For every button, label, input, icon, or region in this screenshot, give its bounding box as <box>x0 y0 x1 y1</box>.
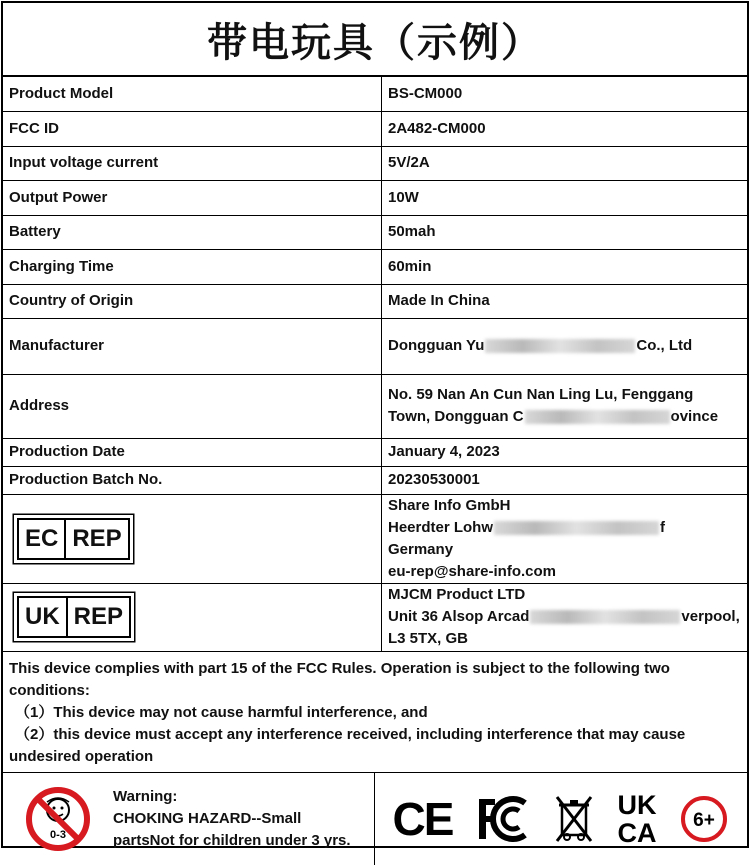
warning-cell <box>3 773 375 865</box>
address-line-1: No. 59 Nan An Cun Nan Ling Lu, Fenggang <box>388 386 694 403</box>
uk-rep-symbol <box>17 596 131 638</box>
redacted-text <box>485 339 635 353</box>
ec-rep-line-4: eu-rep@share-info.com <box>388 562 556 580</box>
uk-rep-line-1: MJCM Product LTD <box>388 586 526 603</box>
fcc-statement <box>3 652 747 773</box>
table-row <box>3 249 747 284</box>
table-row <box>3 146 747 180</box>
table-row <box>3 466 747 494</box>
age-6-plus-icon <box>679 794 729 844</box>
table-row <box>3 284 747 318</box>
ec-rep-line-2 <box>388 517 741 539</box>
table-row <box>3 215 747 249</box>
uk-rep-line-3: L3 5TX, GB <box>388 630 469 647</box>
warning-line-3: partsNot for children under 3 yrs. <box>113 831 351 849</box>
age-badge-text: 0-3 <box>50 828 66 841</box>
ec-rep-address <box>382 494 748 583</box>
uk-rep-line-2-end: verpool, <box>681 608 740 625</box>
weee-bin-icon <box>554 793 594 845</box>
address-line-2-start: Town, Dongguan C <box>388 408 524 425</box>
fcc-logo-icon <box>475 795 531 843</box>
spec-value: 2A482-CM000 <box>382 111 748 146</box>
uk-rep-right: REP <box>66 598 129 636</box>
table-row <box>3 77 747 111</box>
spec-key: Production Date <box>3 438 382 466</box>
ukca-mark-icon <box>617 791 656 847</box>
uk-rep-address <box>382 583 748 651</box>
spec-key: FCC ID <box>3 111 382 146</box>
spec-value: 10W <box>382 180 748 215</box>
spec-value: 60min <box>382 249 748 284</box>
spec-value: January 4, 2023 <box>382 438 748 466</box>
warning-text <box>113 786 351 852</box>
table-row <box>3 111 747 146</box>
ec-rep-right: REP <box>64 520 127 558</box>
choking-hazard-icon <box>25 786 91 852</box>
fcc-line-1: This device complies with part 15 of the FCC Rules. Operation is subject to the following two <box>9 659 670 677</box>
age-6-plus-text: 6+ <box>693 809 716 831</box>
fcc-condition-1: （1）This device may not cause harmful interference, and <box>15 703 428 721</box>
address-line-2-end: ovince <box>670 408 719 425</box>
redacted-text <box>525 410 670 424</box>
table-row-manufacturer <box>3 318 747 374</box>
uk-rep-left: UK <box>25 603 60 630</box>
spec-key: Country of Origin <box>3 284 382 318</box>
table-row-uk-rep <box>3 583 747 651</box>
spec-value: 50mah <box>382 215 748 249</box>
redacted-text <box>494 521 659 535</box>
spec-value: Made In China <box>382 284 748 318</box>
label-title: 带电玩具（示例） <box>3 3 747 77</box>
fcc-line-5: undesired operation <box>9 747 154 765</box>
table-row-ec-rep <box>3 494 747 583</box>
ec-rep-line-3: Germany <box>388 540 454 558</box>
warning-line-1: Warning: <box>113 787 178 805</box>
spec-key: Charging Time <box>3 249 382 284</box>
spec-key: Input voltage current <box>3 146 382 180</box>
ce-mark-icon: CE <box>392 792 453 845</box>
address-line-2 <box>388 406 741 428</box>
uk-rep-symbol-cell <box>3 583 382 651</box>
ukca-bottom: CA <box>617 817 657 848</box>
table-row <box>3 180 747 215</box>
redacted-text <box>530 610 680 624</box>
spec-key: Battery <box>3 215 382 249</box>
ec-rep-line-2-start: Heerdter Lohw <box>388 518 494 536</box>
spec-key: Production Batch No. <box>3 466 382 494</box>
certification-marks <box>375 773 747 865</box>
manufacturer-start: Dongguan Yu <box>388 337 485 354</box>
fcc-line-2: conditions: <box>9 681 90 699</box>
spec-value: 20230530001 <box>382 466 748 494</box>
spec-key: Address <box>3 374 382 438</box>
ec-rep-left: EC <box>25 524 59 552</box>
ec-rep-line-1: Share Info GmbH <box>388 496 511 514</box>
fcc-condition-2: （2）this device must accept any interference received, including interference that may cause <box>15 725 686 743</box>
spec-key: Manufacturer <box>3 318 382 374</box>
manufacturer-value <box>382 318 748 374</box>
uk-rep-line-2-start: Unit 36 Alsop Arcad <box>388 608 530 625</box>
specs-table <box>3 77 747 652</box>
address-value <box>382 374 748 438</box>
warning-line-2: CHOKING HAZARD--Small <box>113 809 302 827</box>
uk-rep-line-2 <box>388 606 741 628</box>
ec-rep-symbol-cell <box>3 494 382 583</box>
manufacturer-end: Co., Ltd <box>636 337 693 354</box>
ukca-top: UK <box>617 789 657 820</box>
table-row <box>3 438 747 466</box>
spec-key: Product Model <box>3 77 382 111</box>
ec-rep-symbol <box>17 518 130 560</box>
product-label <box>1 1 749 848</box>
table-row-address <box>3 374 747 438</box>
spec-value: 5V/2A <box>382 146 748 180</box>
ec-rep-line-2-end: f <box>660 518 666 536</box>
spec-key: Output Power <box>3 180 382 215</box>
spec-value: BS-CM000 <box>382 77 748 111</box>
warning-and-marks <box>3 773 747 865</box>
